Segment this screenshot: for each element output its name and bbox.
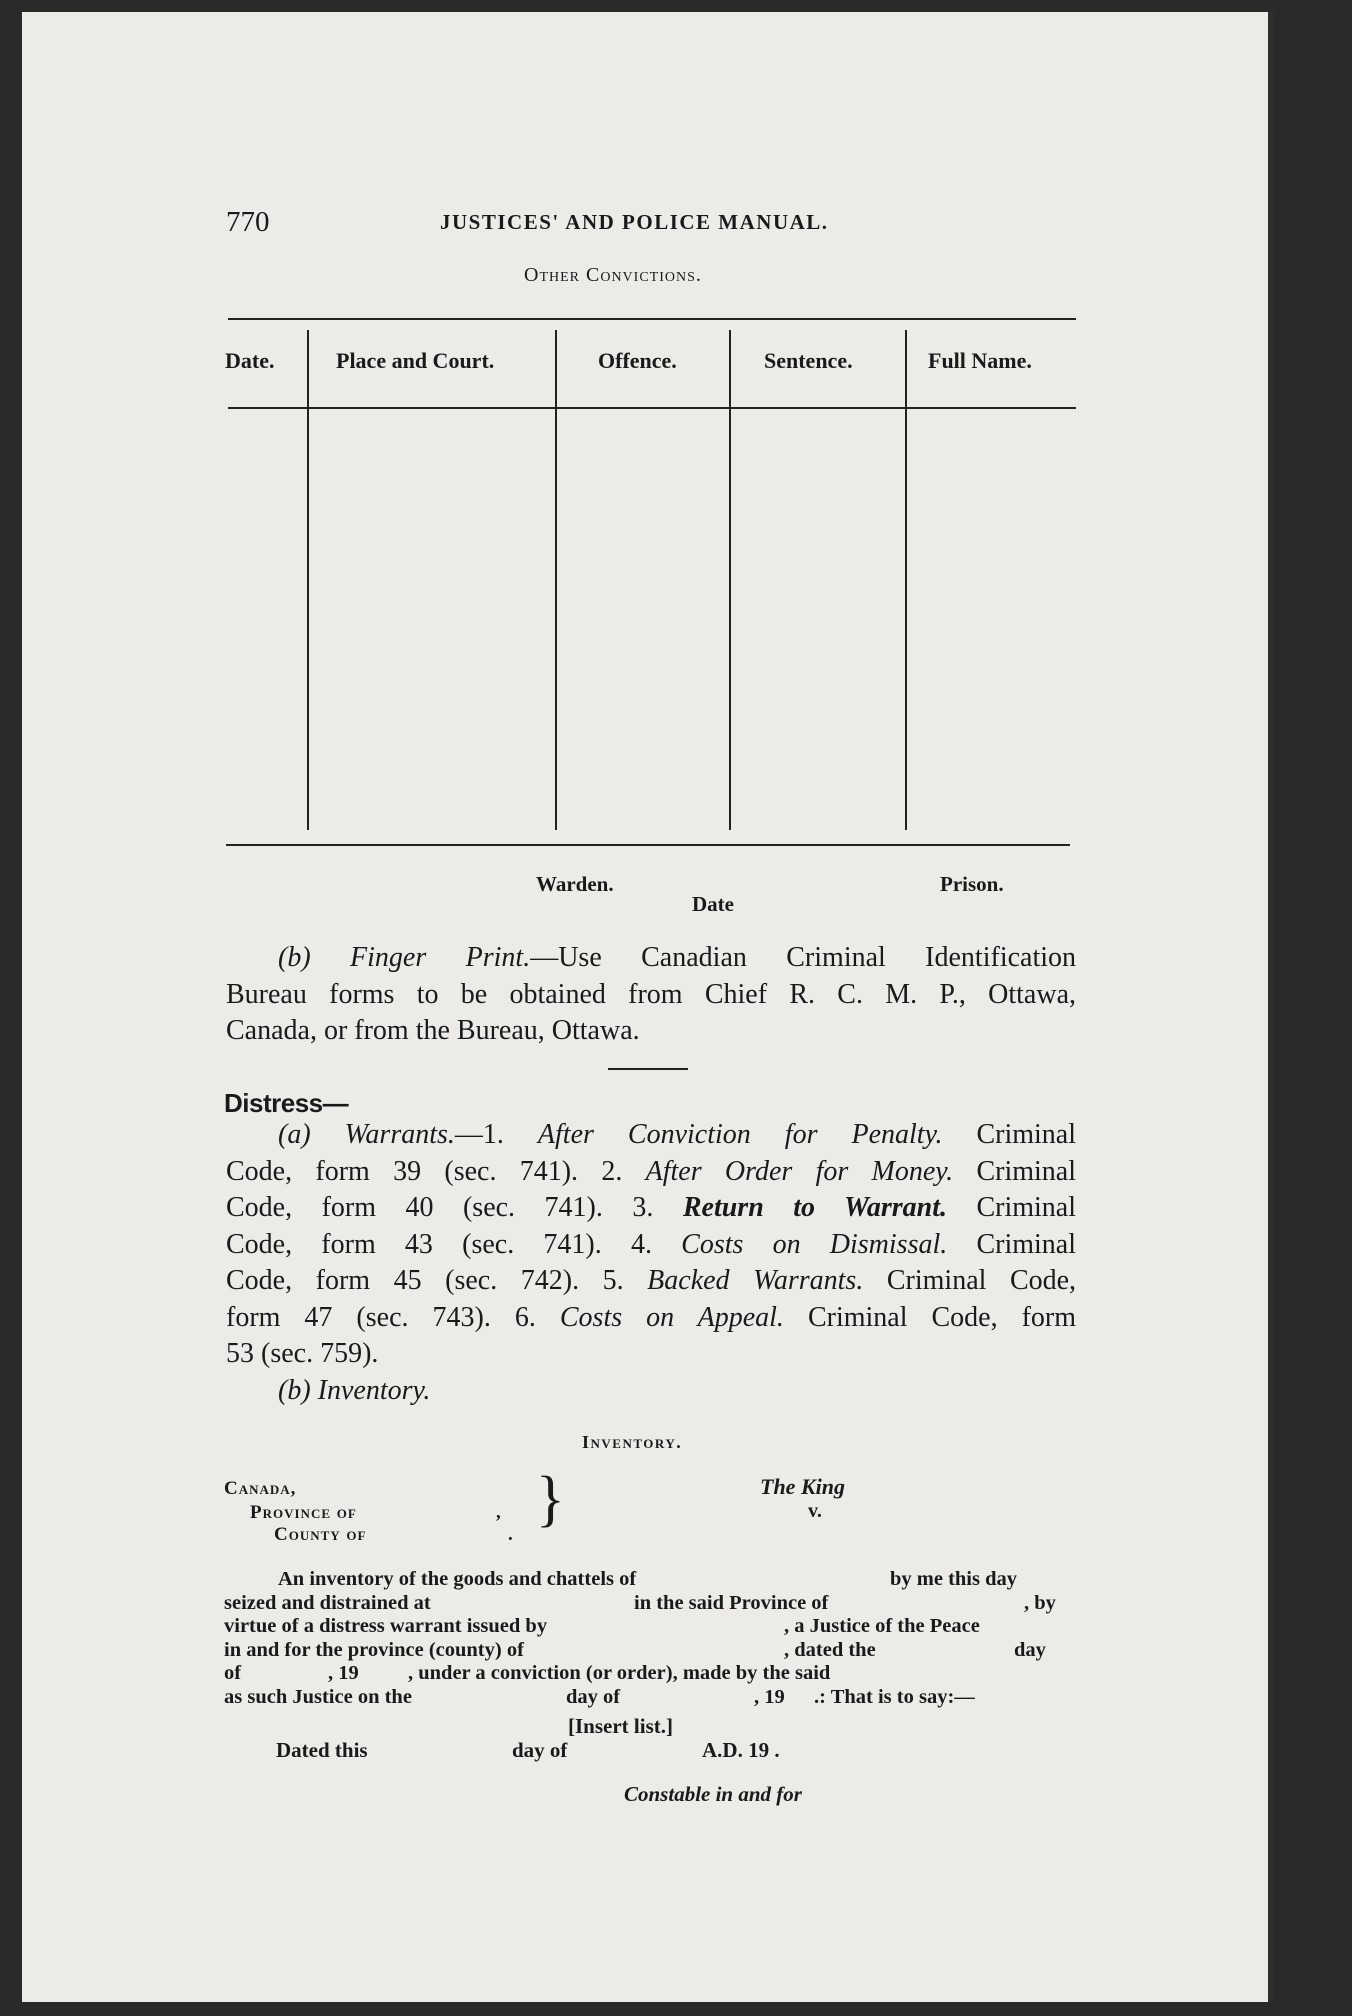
warrant-item-num: 6. (514, 1301, 536, 1333)
distress-heading: Distress— (224, 1088, 349, 1118)
inventory-body-text: , dated the (784, 1638, 876, 1661)
inventory-body-text: day of (566, 1685, 621, 1708)
table-top-rule (228, 318, 1076, 320)
inventory-body-text: by me this day (890, 1568, 1018, 1590)
warrant-item-num: 4. (630, 1228, 652, 1260)
inventory-body-text: day (1014, 1638, 1046, 1661)
inventory-body-text: , 19 (754, 1685, 785, 1708)
table-col-divider (555, 330, 557, 830)
warrant-item-title: After Order for Money. (645, 1155, 954, 1187)
warrant-item-num: 3. (632, 1192, 654, 1223)
inventory-body-text: in the said Province of (634, 1591, 829, 1614)
finger-print-line: —Use Canadian Criminal Identification (530, 942, 1077, 973)
warrant-item-title: Backed Warrants. (647, 1265, 864, 1296)
finger-print-line: Bureau forms to be obtained from Chief R. C. M. P., Ottawa, (226, 978, 1076, 1010)
table-col-divider (307, 330, 309, 830)
venue-county: County of (274, 1524, 367, 1545)
venue-period: . (508, 1524, 514, 1545)
warrant-item-num: —1. (454, 1119, 504, 1150)
section-divider (608, 1068, 688, 1070)
warrant-item-title: After Conviction for Penalty. (537, 1119, 943, 1150)
table-col-divider (729, 330, 731, 830)
inventory-body-text: in and for the province (county) of (224, 1638, 524, 1661)
distress-warrants-paragraph: (a) Warrants.—1. After Conviction for Penalty. Criminal Code, form 39 (sec. 741). 2. After Order for Money. Criminal Code, form 40 (sec. 741). 3. Return to Warrant. Criminal Code, form 43 (sec. 741). 4. Costs on Dismissal. Criminal Code, form 45 (sec. 742). 5. Backed Warrants. Criminal Code, form 47 (sec. 743). 6. Costs on Appeal. Criminal Code, form 53 (sec. 759). (b) Inventory. (226, 1119, 1077, 1406)
inventory-title: Inventory. (317, 1374, 431, 1406)
inventory-body-text: , a Justice of the Peace (784, 1615, 980, 1637)
inventory-body-text: as such Justice on the (224, 1685, 412, 1708)
table-bottom-rule (226, 844, 1070, 846)
page-edge (1268, 12, 1274, 2002)
venue-province: Province of (250, 1502, 357, 1523)
finger-print-label: (b) (278, 942, 311, 973)
case-v: v. (808, 1500, 822, 1522)
warrant-item-title: Costs on Appeal. (559, 1301, 784, 1333)
inventory-label: (b) (278, 1374, 311, 1406)
column-header-place-court: Place and Court. (336, 348, 495, 373)
finger-print-paragraph (226, 940, 1076, 1050)
column-header-date: Date. (225, 348, 275, 373)
inventory-body-text: seized and distrained at (224, 1591, 431, 1614)
dated-this: Dated this (276, 1738, 368, 1762)
insert-list: [Insert list.] (568, 1714, 673, 1738)
running-title: JUSTICES' AND POLICE MANUAL. (440, 210, 829, 234)
venue-canada: Canada, (224, 1478, 297, 1499)
column-header-offence: Offence. (598, 348, 677, 373)
date-label: Date (692, 892, 734, 916)
inventory-body (224, 1568, 1072, 1709)
inventory-body-text: , 19 (328, 1662, 359, 1684)
constable-signature-line: Constable in and for (624, 1782, 802, 1806)
venue-comma: , (496, 1502, 502, 1523)
inventory-body-text: , under a conviction (or order), made by the said (408, 1662, 831, 1684)
column-header-full-name: Full Name. (928, 348, 1032, 373)
warrant-item-num: 2. (601, 1155, 623, 1187)
inventory-body-text: .: That is to say:— (814, 1685, 975, 1708)
prison-label: Prison. (940, 872, 1004, 896)
column-header-sentence: Sentence. (764, 348, 853, 373)
page-header (226, 206, 1076, 242)
venue-brace: } (536, 1463, 565, 1533)
table-col-divider (905, 330, 907, 830)
warrant-item-title: Costs on Dismissal. (681, 1228, 948, 1260)
finger-print-line: Canada, or from the Bureau, Ottawa. (226, 1015, 640, 1046)
day-of: day of (512, 1738, 568, 1762)
warden-label: Warden. (536, 872, 614, 896)
section-title-other-convictions: Other Convictions. (524, 264, 702, 286)
table-header-rule (228, 407, 1076, 409)
inventory-body-text: of (224, 1662, 242, 1684)
ad-year: A.D. 19 . (702, 1738, 780, 1762)
inventory-form-title: Inventory. (582, 1432, 683, 1452)
page-number: 770 (226, 206, 270, 238)
warrants-label: (a) (278, 1119, 311, 1150)
inventory-body-text: , by (1024, 1591, 1056, 1614)
inventory-body-text: virtue of a distress warrant issued by (224, 1615, 548, 1637)
warrants-title: Warrants. (344, 1119, 455, 1150)
finger-print-title: Finger Print. (350, 942, 531, 973)
warrant-item-title: Return to Warrant. (682, 1192, 947, 1223)
inventory-body-text: An inventory of the goods and chattels of (278, 1568, 637, 1590)
warrant-item-num: 5. (602, 1265, 624, 1296)
case-the-king: The King (760, 1474, 845, 1499)
